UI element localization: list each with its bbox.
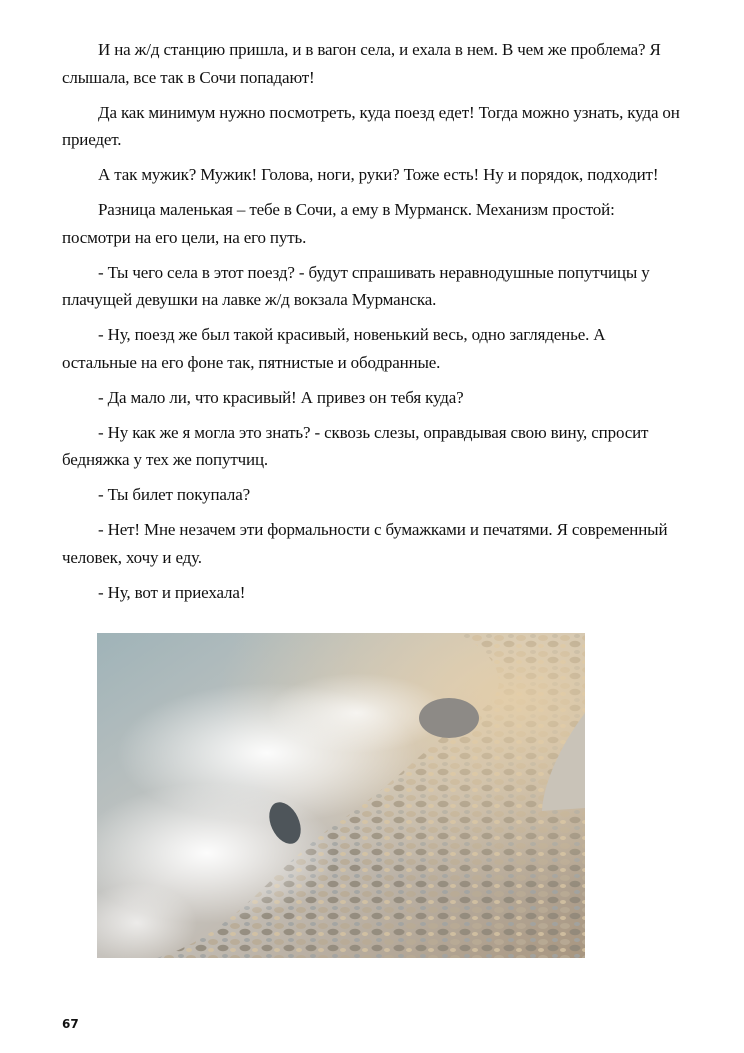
body-text — [62, 36, 682, 614]
paragraph: - Нет! Мне незачем эти формальности с бумажками и печатями. Я современный человек, хочу и еду. — [62, 520, 668, 567]
paragraph: - Ну, вот и приехала! — [98, 582, 246, 602]
beach-photo — [97, 633, 585, 958]
page-number: 67 — [62, 1017, 79, 1031]
paragraph: И на ж/д станцию пришла, и в вагон села, и ехала в нем. В чем же проблема? Я слышала, все так в Сочи попадают! — [62, 40, 661, 87]
paragraph: Разница маленькая – тебе в Сочи, а ему в Мурманск. Механизм простой: посмотри на его цели, на его путь. — [62, 200, 615, 247]
paragraph: - Да мало ли, что красивый! А привез он тебя куда? — [98, 387, 464, 407]
paragraph: - Ты чего села в этот поезд? - будут спрашивать неравнодушные попутчицы у плачущей девушки на лавке ж/д вокзала Мурманска. — [62, 262, 650, 309]
paragraph: Да как минимум нужно посмотреть, куда поезд едет! Тогда можно узнать, куда он приедет. — [62, 102, 680, 149]
paragraph: - Ну, поезд же был такой красивый, новенький весь, одно загляденье. А остальные на его фоне так, пятнистые и ободранные. — [62, 325, 606, 372]
paragraph: - Ты билет покупала? — [98, 485, 251, 504]
paragraph: А так мужик? Мужик! Голова, ноги, руки? Тоже есть! Ну и порядок, подходит! — [98, 165, 659, 184]
paragraph: - Ну как же я могла это знать? - сквозь слезы, оправдывая свою вину, спросит бедняжка у тех же попутчиц. — [62, 422, 649, 469]
